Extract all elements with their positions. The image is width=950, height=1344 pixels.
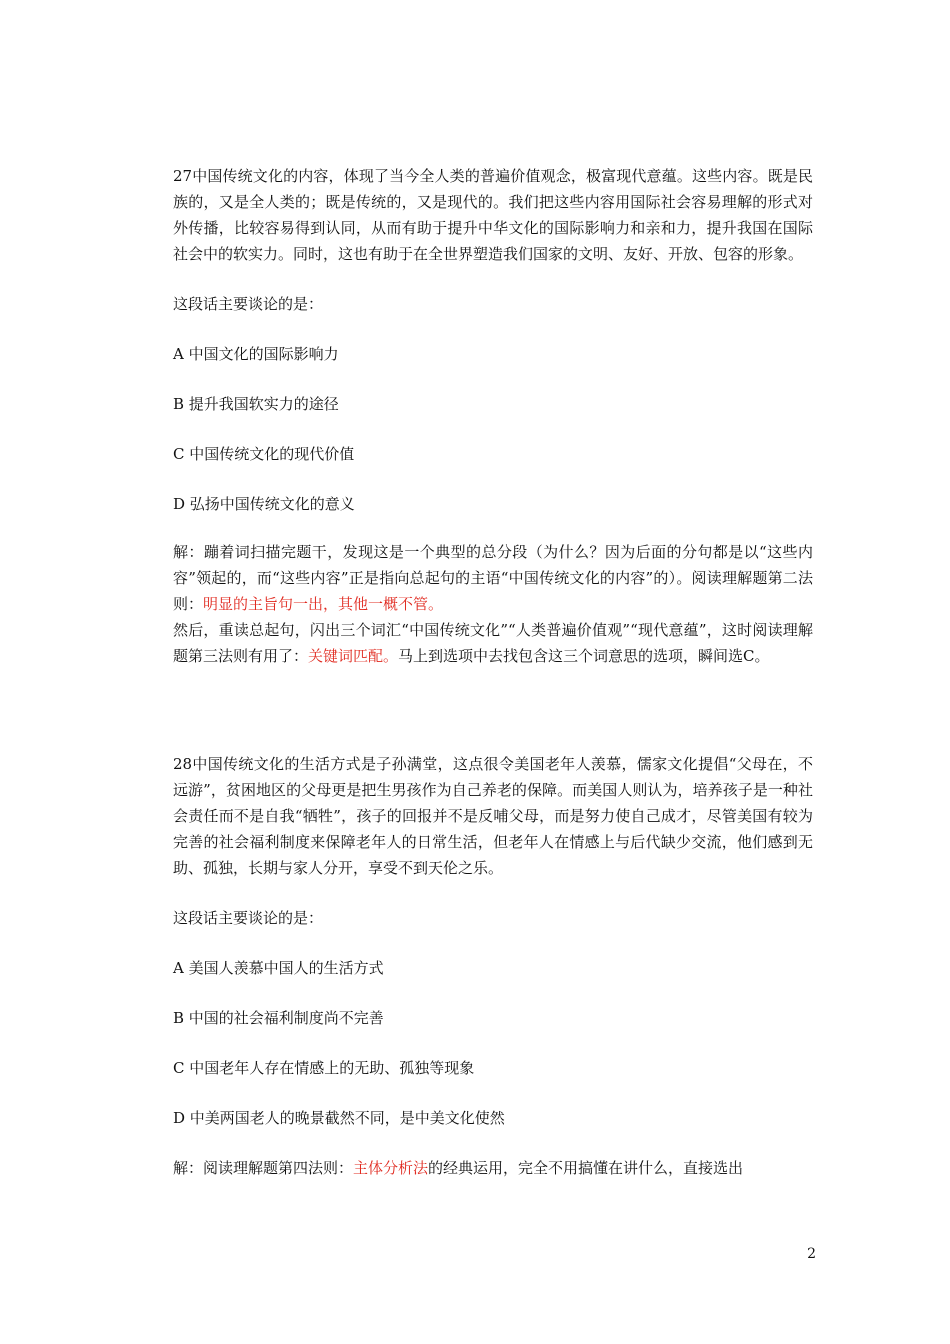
q28-stem: 28中国传统文化的生活方式是子孙满堂，这点很令美国老年人羡慕，儒家文化提倡“父母在，不远游”，贫困地区的父母更是把生男孩作为自己养老的保障。而美国人则认为，培养孩子是一种社会责任而不是自我“牺牲”，孩子的回报并不是反哺父母，而是努力使自己成才，尽管美国有较为完善的社会福利制度来保障老年人的日常生活，但老年人在情感上与后代缺少交流，他们感到无助、孤独，长期与家人分开，享受不到天伦之乐。 bbox=[173, 755, 813, 877]
q28-solution bbox=[173, 1155, 813, 1181]
q27-solution-1-text: 解：蹦着词扫描完题干，发现这是一个典型的总分段（为什么？因为后面的分句都是以“这些内容”领起的，而“这些内容”正是指向总起句的主语“中国传统文化的内容”的）。阅读理解题第二法则： bbox=[173, 543, 813, 613]
page-number: 2 bbox=[807, 1246, 816, 1262]
q28-option-c: C 中国老年人存在情感上的无助、孤独等现象 bbox=[173, 1059, 475, 1077]
q27-rule-2-highlight: 明显的主旨句一出，其他一概不管。 bbox=[203, 595, 444, 613]
question-28 bbox=[173, 751, 813, 1181]
q28-option-b: B 中国的社会福利制度尚不完善 bbox=[173, 1009, 384, 1027]
q27-rule-3-highlight: 关键词匹配。 bbox=[308, 647, 399, 665]
q27-solution-1 bbox=[173, 539, 813, 617]
q27-option-c: C 中国传统文化的现代价值 bbox=[173, 445, 355, 463]
q28-rule-4-highlight: 主体分析法 bbox=[353, 1159, 429, 1177]
q27-solution-2-text: 然后，重读总起句，闪出三个词汇“中国传统文化”“人类普遍价值观”“现代意蕴”，这时阅读理解题第三法则有用了： bbox=[173, 621, 813, 665]
q27-option-d: D 弘扬中国传统文化的意义 bbox=[173, 495, 355, 513]
q27-stem: 27中国传统文化的内容，体现了当今全人类的普遍价值观念，极富现代意蕴。这些内容。既是民族的，又是全人类的；既是传统的，又是现代的。我们把这些内容用国际社会容易理解的形式对外传播，比较容易得到认同，从而有助于提升中华文化的国际影响力和亲和力，提升我国在国际社会中的软实力。同时，这也有助于在全世界塑造我们国家的文明、友好、开放、包容的形象。 bbox=[173, 167, 813, 263]
document-body bbox=[173, 163, 813, 1181]
q28-solution-text: 解：阅读理解题第四法则： bbox=[173, 1159, 354, 1177]
q28-solution-tail: 的经典运用，完全不用搞懂在讲什么，直接选出 bbox=[428, 1159, 744, 1177]
q28-option-d: D 中美两国老人的晚景截然不同，是中美文化使然 bbox=[173, 1109, 505, 1127]
q27-solution-2-tail: 马上到选项中去找包含这三个词意思的选项，瞬间选C。 bbox=[398, 647, 770, 665]
question-27 bbox=[173, 163, 813, 669]
q28-option-a: A 美国人羡慕中国人的生活方式 bbox=[173, 959, 384, 977]
q28-question: 这段话主要谈论的是： bbox=[173, 909, 324, 927]
q27-option-b: B 提升我国软实力的途径 bbox=[173, 395, 339, 413]
q27-solution-2 bbox=[173, 617, 813, 669]
q27-question: 这段话主要谈论的是： bbox=[173, 295, 324, 313]
q27-option-a: A 中国文化的国际影响力 bbox=[173, 345, 339, 363]
